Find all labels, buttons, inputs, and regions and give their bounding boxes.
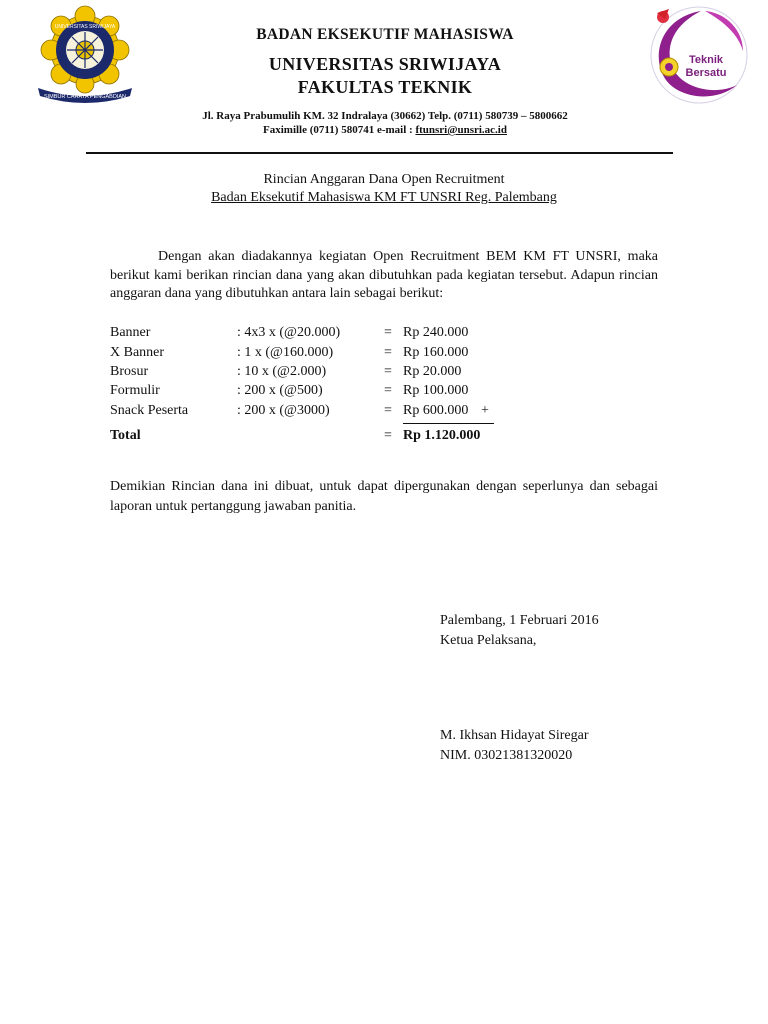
item-equals: = xyxy=(384,383,392,398)
document-subtitle: Badan Eksekutif Mahasiswa KM FT UNSRI Reg. Palembang xyxy=(211,190,557,205)
intro-text: Dengan akan diadakannya kegiatan Open Recruitment BEM KM FT UNSRI, maka berikut kami berikan rincian dana yang akan dibutuhkan pada kegiatan tersebut. Adapun rincian anggaran dana yang dibutuhkan antara lain sebagai berikut: xyxy=(110,249,658,301)
item-name: Formulir xyxy=(110,383,160,398)
total-amount: Rp 1.120.000 xyxy=(403,428,481,443)
budget-row xyxy=(110,383,670,402)
total-equals: = xyxy=(384,428,392,443)
closing-paragraph: Demikian Rincian dana ini dibuat, untuk dapat dipergunakan dengan seperlunya dan sebagai laporan untuk pertanggung jawaban panitia. xyxy=(110,479,658,514)
item-qty: : 200 x (@3000) xyxy=(237,403,330,418)
contact-line xyxy=(160,124,610,136)
item-equals: = xyxy=(384,403,392,418)
place-date: Palembang, 1 Februari 2016 xyxy=(440,613,599,628)
item-amount: Rp 240.000 xyxy=(403,325,469,340)
signer-role: Ketua Pelaksana, xyxy=(440,633,537,648)
org-name: BADAN EKSEKUTIF MAHASISWA xyxy=(256,26,514,43)
item-qty: : 200 x (@500) xyxy=(237,383,323,398)
email-link[interactable]: ftunsri@unsri.ac.id xyxy=(415,124,507,136)
teknik-bersatu-logo xyxy=(643,3,750,105)
budget-row xyxy=(110,345,670,364)
logo-ring-text: UNIVERSITAS SRIWIJAYA xyxy=(54,24,116,30)
university-name: UNIVERSITAS SRIWIJAYA xyxy=(268,54,502,74)
item-amount: Rp 160.000 xyxy=(403,345,469,360)
item-qty: : 10 x (@2.000) xyxy=(237,364,327,379)
budget-row xyxy=(110,364,670,383)
item-qty: : 1 x (@160.000) xyxy=(237,345,334,360)
signer-name: M. Ikhsan Hidayat Siregar xyxy=(440,728,589,743)
fax-text: Faximille (0711) 580741 e-mail : xyxy=(263,124,416,136)
item-name: X Banner xyxy=(110,345,165,360)
university-logo xyxy=(30,2,140,104)
address-line: Jl. Raya Prabumulih KM. 32 Indralaya (30662) Telp. (0711) 580739 – 5800662 xyxy=(202,110,568,122)
item-equals: = xyxy=(384,364,392,379)
item-equals: = xyxy=(384,345,392,360)
total-row xyxy=(110,428,670,447)
intro-paragraph xyxy=(110,248,658,304)
item-equals: = xyxy=(384,325,392,340)
logo-text-teknik: Teknik xyxy=(688,54,724,66)
logo-text-bersatu: Bersatu xyxy=(685,67,727,79)
item-amount: Rp 100.000 xyxy=(403,383,469,398)
faculty-name: FAKULTAS TEKNIK xyxy=(297,77,473,97)
budget-row xyxy=(110,403,670,422)
sum-plus-sign: + xyxy=(481,403,489,418)
item-qty: : 4x3 x (@20.000) xyxy=(237,325,341,340)
budget-row xyxy=(110,325,670,344)
item-amount: Rp 20.000 xyxy=(403,364,462,379)
signer-nim: NIM. 03021381320020 xyxy=(440,748,573,763)
document-title: Rincian Anggaran Dana Open Recruitment xyxy=(263,172,505,187)
item-name: Snack Peserta xyxy=(110,403,189,418)
item-amount: Rp 600.000 xyxy=(403,403,469,418)
item-name: Brosur xyxy=(110,364,149,379)
sum-underline xyxy=(403,423,494,424)
item-name: Banner xyxy=(110,325,151,340)
header-divider xyxy=(86,152,673,154)
logo-ribbon-text: SIMBUR CAHAYA PENGABDIAN xyxy=(43,94,127,100)
total-label: Total xyxy=(110,428,141,443)
